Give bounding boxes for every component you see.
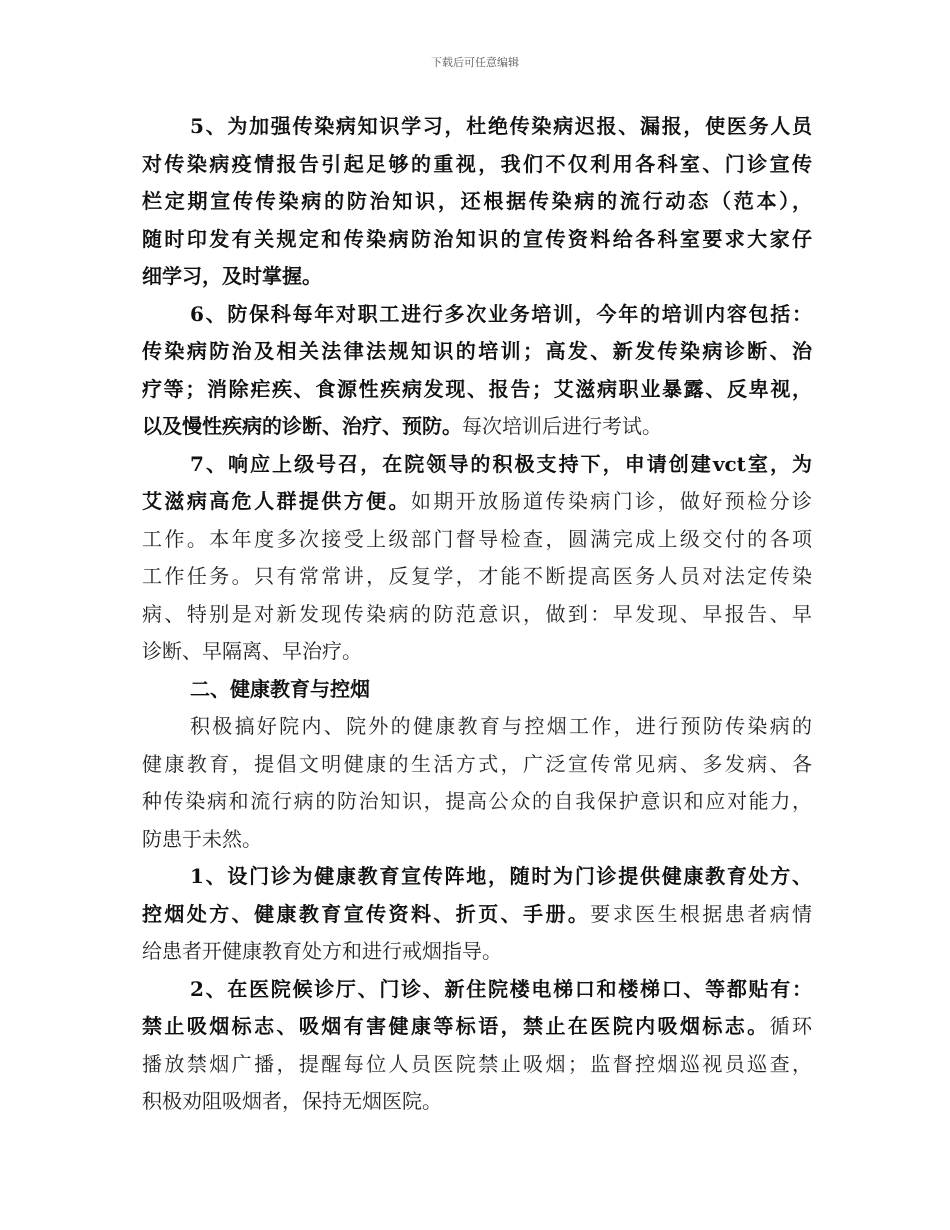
- plain-text: 种传染病和流行病的防治知识，提高公众的自我保护意识和应对能力，: [142, 789, 812, 813]
- plain-text: 要求医生根据患者病情: [590, 901, 813, 926]
- text-line-p7-l1: [142, 446, 812, 484]
- text-line-s2p2-l2: [142, 1008, 812, 1046]
- text-line-p6-l1: [142, 296, 812, 334]
- text-line-p6-l2: [142, 333, 812, 371]
- plain-text: 积极劝阻吸烟者，保持无烟医院。: [142, 1089, 442, 1113]
- bold-text: 禁止吸烟标志、吸烟有害健康等标语，禁止在医院内吸烟标志。: [142, 1014, 770, 1038]
- plain-text: 循环: [769, 1014, 813, 1038]
- plain-text: 积极搞好院内、院外的健康教育与控烟工作，进行预防传染病的: [190, 714, 812, 738]
- bold-text: 以及慢性疾病的诊断、治疗、预防。: [142, 414, 462, 438]
- text-line-s2p1-l3: [142, 933, 812, 971]
- text-line-p5-l5: [142, 258, 812, 296]
- text-line-s2p2-l4: [142, 1083, 812, 1121]
- bold-text: 控烟处方、健康教育宣传资料、折页、手册。: [142, 901, 591, 926]
- plain-text: 健康教育，提倡文明健康的生活方式，广泛宣传常见病、多发病、各: [142, 751, 812, 776]
- bold-text: 栏定期宣传传染病的防治知识，还根据传染病的流行动态（范本），: [142, 189, 812, 213]
- bold-text: 细学习，及时掌握。: [142, 264, 322, 288]
- plain-text: 播放禁烟广播，提醒每位人员医院禁止吸烟；监督控烟巡视员巡查，: [142, 1051, 812, 1076]
- text-line-p5-l2: [142, 146, 812, 184]
- plain-text: 诊断、早隔离、早治疗。: [142, 639, 362, 663]
- text-line-p5-l3: [142, 183, 812, 221]
- text-line-s2p2-l3: [142, 1046, 812, 1084]
- bold-text: 二、健康教育与控烟: [190, 676, 370, 701]
- text-line-s2p1-l1: [142, 858, 812, 896]
- text-line-s2p2-l1: [142, 971, 812, 1009]
- document-body: [142, 108, 812, 1121]
- bold-text: 疗等；消除疟疾、食源性疾病发现、报告；艾滋病职业暴露、反卑视，: [142, 376, 812, 401]
- page-header: 下载后可任意编辑: [431, 56, 519, 69]
- text-line-s2p1-l2: [142, 896, 812, 934]
- text-line-p5-l1: [142, 108, 812, 146]
- bold-text: 5、为加强传染病知识学习，杜绝传染病迟报、漏报，使医务人员: [190, 114, 812, 138]
- bold-text: 对传染病疫情报告引起足够的重视，我们不仅利用各科室、门诊宣传: [142, 151, 812, 176]
- text-line-p7-l6: [142, 633, 812, 671]
- text-line-s2-l3: [142, 783, 812, 821]
- bold-text: 1、设门诊为健康教育宣传阵地，随时为门诊提供健康教育处方、: [190, 864, 812, 888]
- text-line-p6-l3: [142, 371, 812, 409]
- text-line-p7-l5: [142, 596, 812, 634]
- text-line-p5-l4: [142, 221, 812, 259]
- plain-text: 如期开放肠道传染病门诊，做好预检分诊: [410, 489, 813, 513]
- text-line-s2-l4: [142, 821, 812, 859]
- bold-text: 传染病防治及相关法律法规知识的培训；高发、新发传染病诊断、治: [142, 339, 812, 363]
- plain-text: 每次培训后进行考试。: [462, 414, 662, 438]
- plain-text: 给患者开健康教育处方和进行戒烟指导。: [142, 939, 502, 963]
- bold-text: 7、响应上级号召，在院领导的积极支持下，申请创建vct室，为: [190, 451, 812, 476]
- text-line-s2-l1: [142, 708, 812, 746]
- plain-text: 防患于未然。: [142, 826, 262, 851]
- text-line-s2-heading: [142, 671, 812, 709]
- plain-text: 工作任务。只有常常讲，反复学，才能不断提高医务人员对法定传染: [142, 564, 812, 588]
- plain-text: 工作。本年度多次接受上级部门督导检查，圆满完成上级交付的各项: [142, 526, 812, 551]
- plain-text: 病、特别是对新发现传染病的防范意识，做到：早发现、早报告、早: [142, 601, 812, 626]
- bold-text: 6、防保科每年对职工进行多次业务培训，今年的培训内容包括：: [190, 301, 812, 326]
- text-line-p6-l4: [142, 408, 812, 446]
- bold-text: 艾滋病高危人群提供方便。: [142, 489, 411, 513]
- text-line-p7-l2: [142, 483, 812, 521]
- text-line-p7-l3: [142, 521, 812, 559]
- bold-text: 随时印发有关规定和传染病防治知识的宣传资料给各科室要求大家仔: [142, 226, 812, 251]
- text-line-s2-l2: [142, 746, 812, 784]
- text-line-p7-l4: [142, 558, 812, 596]
- bold-text: 2、在医院候诊厅、门诊、新住院楼电梯口和楼梯口、等都贴有：: [190, 976, 812, 1001]
